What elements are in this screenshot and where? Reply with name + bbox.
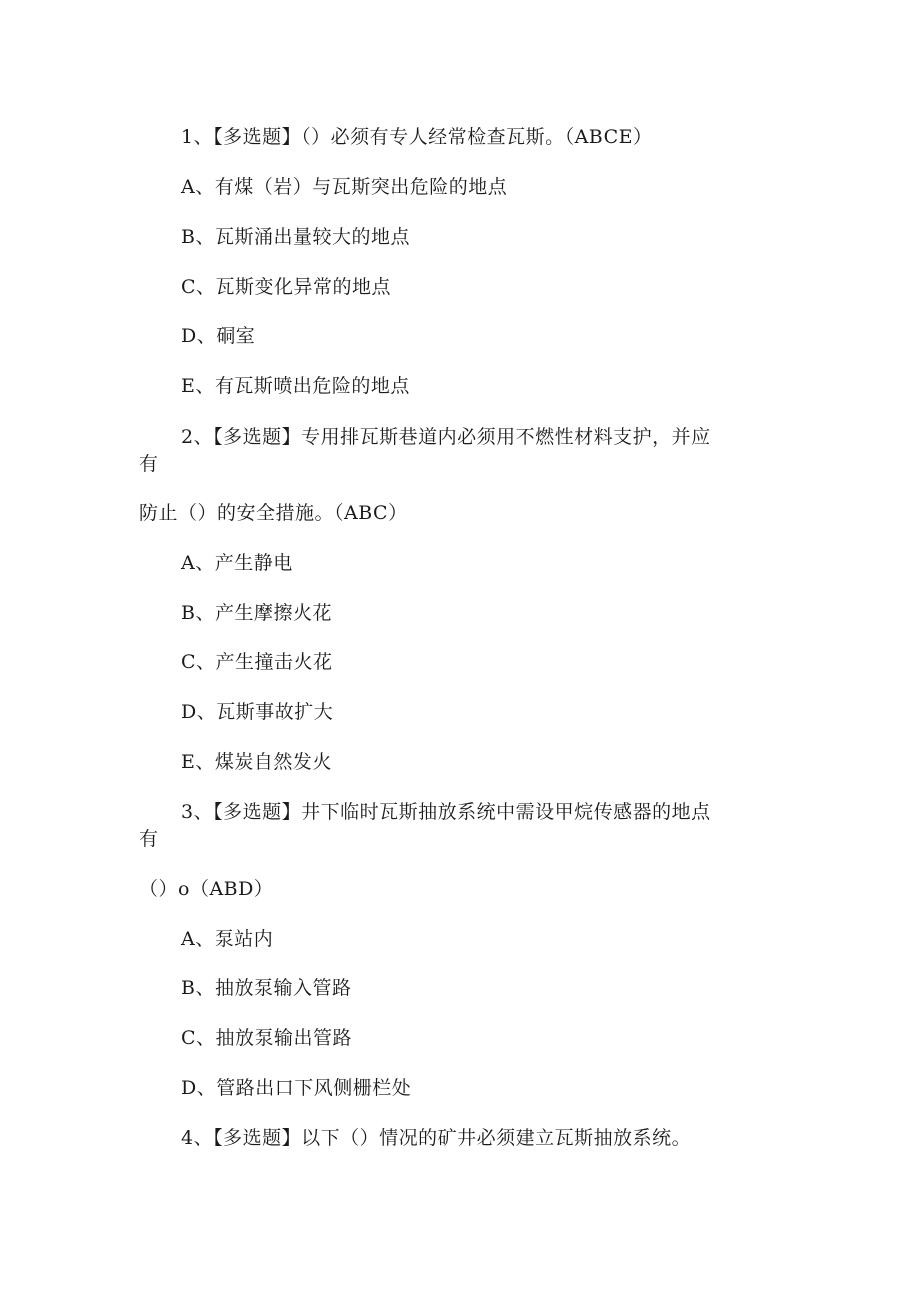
question-2-option-d: D、瓦斯事故扩大	[181, 701, 334, 723]
question-3-stem: 3、【多选题】井下临时瓦斯抽放系统中需设甲烷传感器的地点	[181, 801, 711, 823]
question-1-option-a: A、有煤（岩）与瓦斯突出危险的地点	[181, 176, 508, 198]
question-2-option-e: E、煤炭自然发火	[181, 751, 332, 773]
question-2-option-b: B、产生摩擦火花	[181, 602, 332, 624]
question-2-option-a: A、产生静电	[181, 552, 293, 574]
question-2-stem: 2、【多选题】专用排瓦斯巷道内必须用不燃性材料支护，并应	[181, 426, 711, 448]
question-1-option-d: D、硐室	[181, 325, 256, 347]
question-1-option-e: E、有瓦斯喷出危险的地点	[181, 375, 410, 397]
question-1-option-b: B、瓦斯涌出量较大的地点	[181, 226, 410, 248]
question-3-option-c: C、抽放泵输出管路	[181, 1027, 353, 1049]
question-4-stem: 4、【多选题】以下（）情况的矿井必须建立瓦斯抽放系统。	[181, 1127, 692, 1149]
question-3-stem-wrap: 有	[139, 828, 159, 850]
question-3-stem-continued: （）o（ABD）	[139, 878, 274, 900]
question-1-option-c: C、瓦斯变化异常的地点	[181, 276, 392, 298]
question-2-stem-wrap: 有	[139, 453, 159, 475]
question-3-option-d: D、管路出口下风侧栅栏处	[181, 1077, 412, 1099]
question-3-option-a: A、泵站内	[181, 928, 274, 950]
question-2-option-c: C、产生撞击火花	[181, 651, 333, 673]
question-3-option-b: B、抽放泵输入管路	[181, 977, 352, 999]
question-1-stem: 1、【多选题】（）必须有专人经常检查瓦斯。（ABCE）	[181, 126, 653, 148]
question-2-stem-continued: 防止（）的安全措施。（ABC）	[139, 502, 408, 524]
